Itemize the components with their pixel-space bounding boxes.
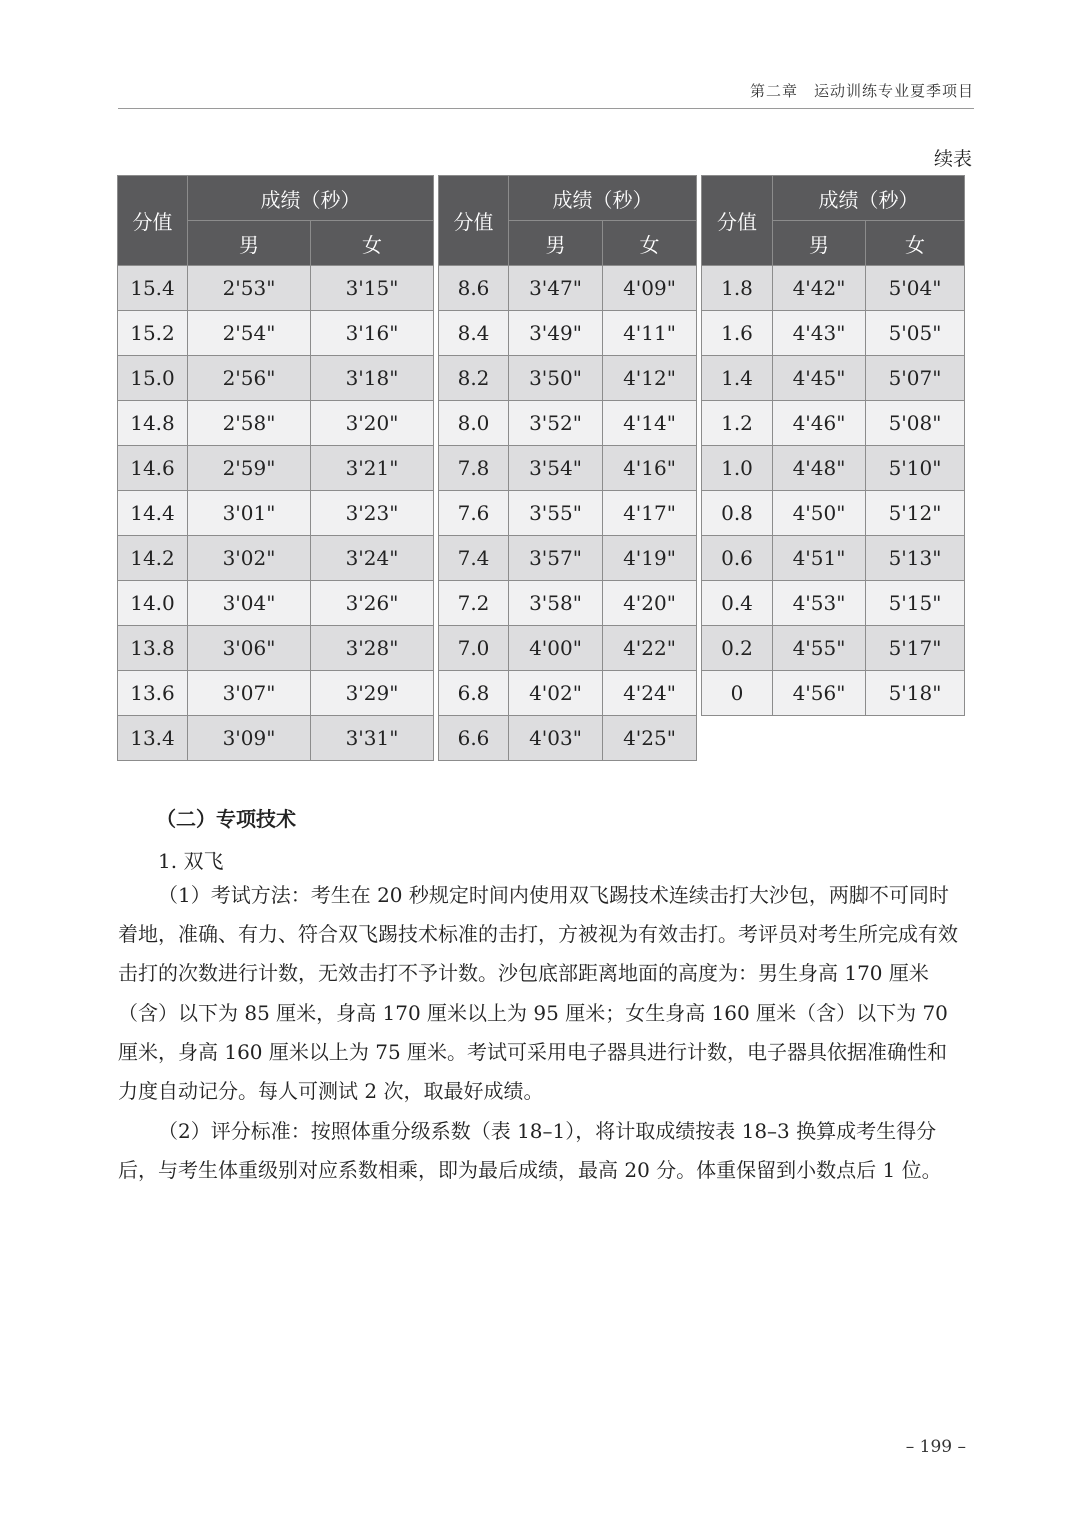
score-cell: 8.4 [439,311,509,356]
female-cell: 5'10" [866,446,965,491]
table-row [702,311,965,356]
section-heading: （二）专项技术 [156,807,296,831]
male-cell: 4'03" [509,716,603,761]
female-cell: 5'08" [866,401,965,446]
male-column-header: 男 [509,221,603,266]
male-cell: 3'09" [188,716,311,761]
sub-heading: 1. 双飞 [158,849,224,873]
female-cell: 3'28" [311,626,434,671]
male-cell: 3'50" [509,356,603,401]
table-row [439,446,697,491]
score-table-block-3 [701,175,965,716]
male-column-header: 男 [773,221,866,266]
female-cell: 4'20" [603,581,697,626]
score-cell: 7.4 [439,536,509,581]
female-cell: 3'23" [311,491,434,536]
male-cell: 4'48" [773,446,866,491]
score-cell: 6.8 [439,671,509,716]
score-cell: 13.8 [118,626,188,671]
female-cell: 3'26" [311,581,434,626]
table-row [118,626,434,671]
paragraph-scoring-standard: （2）评分标准：按照体重分级系数（表 18–1），将计取成绩按表 18–3 换算成考生得分后，与考生体重级别对应系数相乘，即为最后成绩，最高 20 分。体重保留到小数点后 1 位。 [118,1119,942,1183]
table-row [702,401,965,446]
running-head: 第二章 运动训练专业夏季项目 [749,82,974,100]
score-cell: 1.6 [702,311,773,356]
result-column-header: 成绩（秒） [188,176,434,221]
male-cell: 3'58" [509,581,603,626]
male-cell: 4'45" [773,356,866,401]
male-cell: 4'55" [773,626,866,671]
result-column-header: 成绩（秒） [773,176,965,221]
female-cell: 3'24" [311,536,434,581]
table-row [118,311,434,356]
female-cell: 3'20" [311,401,434,446]
table-row [702,266,965,311]
male-cell: 3'52" [509,401,603,446]
table-row [118,581,434,626]
female-cell: 5'12" [866,491,965,536]
score-table-block-1 [117,175,434,761]
table-row [439,536,697,581]
male-cell: 3'07" [188,671,311,716]
table-row [702,356,965,401]
female-cell: 4'09" [603,266,697,311]
male-cell: 3'02" [188,536,311,581]
female-cell: 3'21" [311,446,434,491]
male-cell: 2'53" [188,266,311,311]
male-cell: 3'04" [188,581,311,626]
male-cell: 4'02" [509,671,603,716]
male-cell: 3'57" [509,536,603,581]
female-cell: 5'18" [866,671,965,716]
table-row [702,536,965,581]
score-cell: 13.4 [118,716,188,761]
female-cell: 4'25" [603,716,697,761]
score-column-header: 分值 [439,176,509,266]
male-cell: 3'47" [509,266,603,311]
table-row [439,266,697,311]
male-cell: 4'42" [773,266,866,311]
score-cell: 1.2 [702,401,773,446]
score-cell: 1.0 [702,446,773,491]
score-column-header: 分值 [118,176,188,266]
female-cell: 5'13" [866,536,965,581]
female-cell: 4'12" [603,356,697,401]
score-cell: 7.6 [439,491,509,536]
score-cell: 6.6 [439,716,509,761]
male-cell: 2'59" [188,446,311,491]
score-table-block-2 [438,175,697,761]
table-row [439,401,697,446]
score-column-header: 分值 [702,176,773,266]
score-cell: 7.2 [439,581,509,626]
male-cell: 3'55" [509,491,603,536]
female-column-header: 女 [311,221,434,266]
female-cell: 4'22" [603,626,697,671]
female-cell: 5'17" [866,626,965,671]
male-cell: 2'54" [188,311,311,356]
female-cell: 4'16" [603,446,697,491]
header-rule [118,108,974,109]
female-cell: 4'17" [603,491,697,536]
table-row [439,716,697,761]
male-cell: 3'06" [188,626,311,671]
table-row [118,536,434,581]
female-cell: 4'14" [603,401,697,446]
score-cell: 14.6 [118,446,188,491]
female-cell: 5'07" [866,356,965,401]
table-row [702,581,965,626]
female-cell: 4'11" [603,311,697,356]
table-row [118,401,434,446]
male-cell: 4'51" [773,536,866,581]
table-row [118,716,434,761]
male-cell: 3'01" [188,491,311,536]
continued-label: 续表 [933,148,972,170]
female-cell: 5'05" [866,311,965,356]
paragraph-test-method: （1）考试方法：考生在 20 秒规定时间内使用双飞踢技术连续击打大沙包，两脚不可同时着地，准确、有力、符合双飞踢技术标准的击打，方被视为有效击打。考评员对考生所完成有效击打的次数进行计数，无效击打不予计数。沙包底部距离地面的高度为：男生身高 170 厘米（含）以下为 85 厘米，身高 170 厘米以上为 95 厘米；女生身高 160 厘米（含）以下为 70 厘米，身高 160 厘米以上为 75 厘米。考试可采用电子器具进行计数，电子器具依据准确性和力度自动记分。每人可测试 2 次，取最好成绩。 [118,883,958,1104]
score-cell: 8.6 [439,266,509,311]
male-cell: 4'46" [773,401,866,446]
table-row [702,671,965,716]
table-row [118,446,434,491]
female-cell: 5'04" [866,266,965,311]
male-cell: 4'53" [773,581,866,626]
male-cell: 2'58" [188,401,311,446]
male-cell: 4'00" [509,626,603,671]
table-row [439,626,697,671]
score-cell: 1.4 [702,356,773,401]
male-column-header: 男 [188,221,311,266]
score-cell: 0.8 [702,491,773,536]
table-row [702,626,965,671]
female-cell: 4'19" [603,536,697,581]
score-cell: 0.4 [702,581,773,626]
table-row [439,311,697,356]
score-cell: 0.2 [702,626,773,671]
score-cell: 14.0 [118,581,188,626]
score-cell: 8.0 [439,401,509,446]
score-cell: 14.2 [118,536,188,581]
table-row [118,356,434,401]
table-row [118,266,434,311]
score-cell: 13.6 [118,671,188,716]
female-cell: 3'29" [311,671,434,716]
score-cell: 15.0 [118,356,188,401]
table-row [702,446,965,491]
table-row [439,671,697,716]
female-column-header: 女 [603,221,697,266]
table-row [439,356,697,401]
male-cell: 4'50" [773,491,866,536]
male-cell: 3'54" [509,446,603,491]
score-cell: 8.2 [439,356,509,401]
female-cell: 3'18" [311,356,434,401]
score-cell: 15.2 [118,311,188,356]
table-row [439,491,697,536]
female-cell: 5'15" [866,581,965,626]
male-cell: 4'43" [773,311,866,356]
score-cell: 14.8 [118,401,188,446]
score-cell: 15.4 [118,266,188,311]
male-cell: 3'49" [509,311,603,356]
score-cell: 0.6 [702,536,773,581]
score-cell: 0 [702,671,773,716]
score-cell: 7.8 [439,446,509,491]
page-number: – 199 – [905,1437,966,1457]
score-cell: 7.0 [439,626,509,671]
table-row [118,491,434,536]
female-cell: 3'15" [311,266,434,311]
female-cell: 3'16" [311,311,434,356]
table-row [118,671,434,716]
female-cell: 4'24" [603,671,697,716]
score-cell: 14.4 [118,491,188,536]
table-row [702,491,965,536]
male-cell: 4'56" [773,671,866,716]
score-cell: 1.8 [702,266,773,311]
female-column-header: 女 [866,221,965,266]
female-cell: 3'31" [311,716,434,761]
male-cell: 2'56" [188,356,311,401]
table-row [439,581,697,626]
result-column-header: 成绩（秒） [509,176,697,221]
